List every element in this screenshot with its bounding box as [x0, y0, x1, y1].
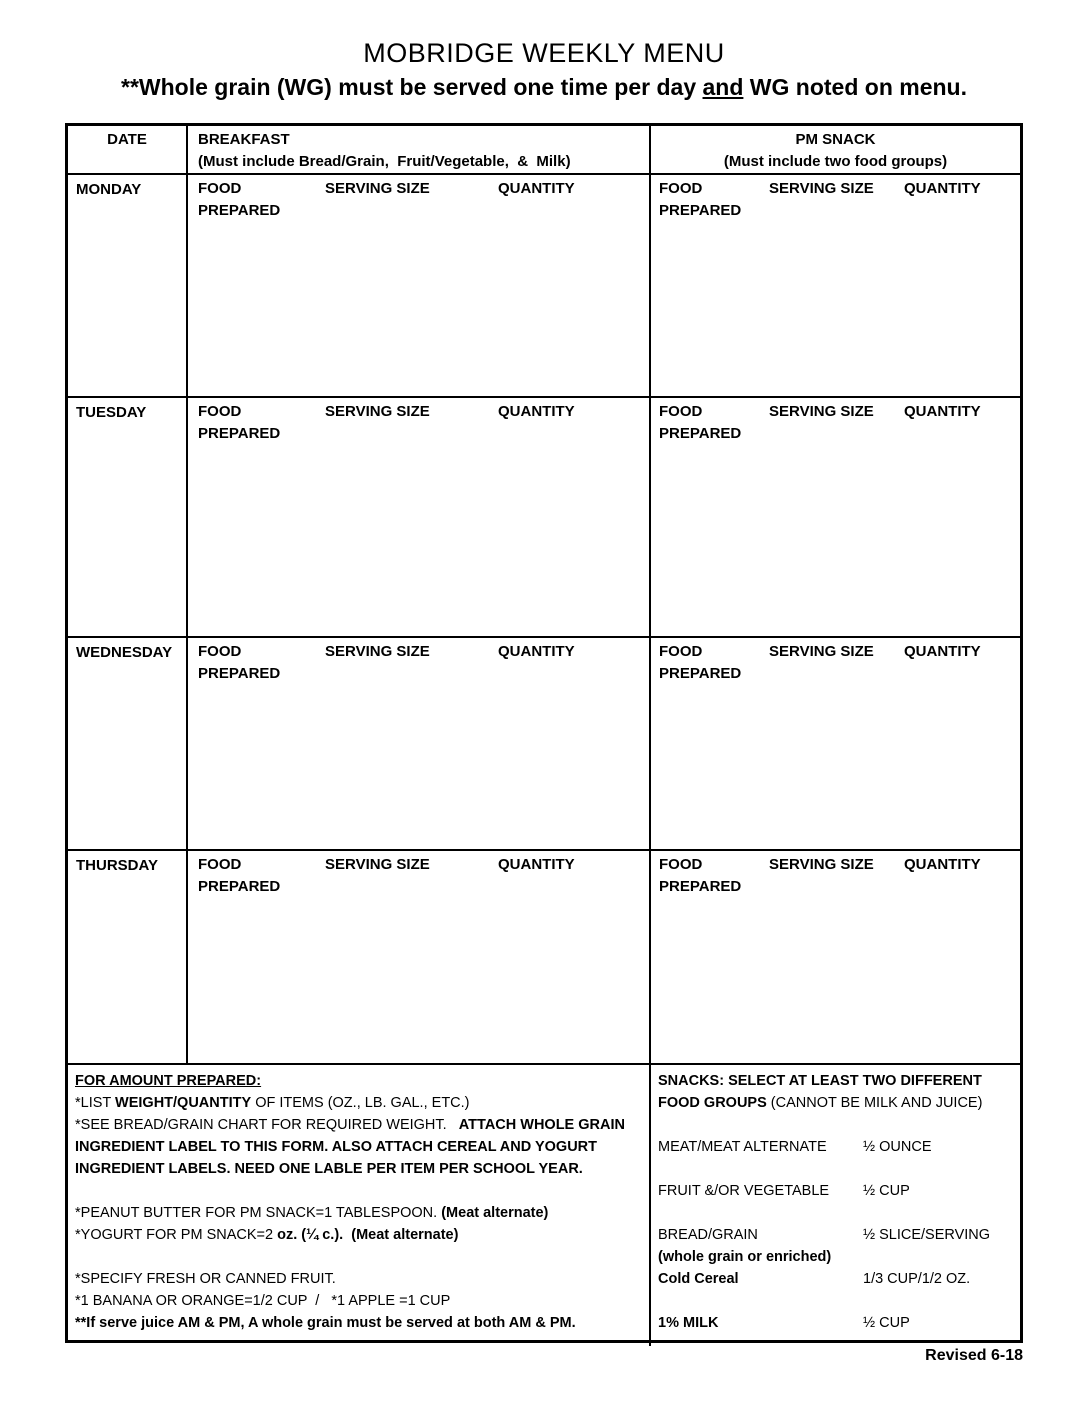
- col-label-prepared: PREPARED: [198, 665, 281, 682]
- text-segment: SNACKS: SELECT AT LEAST TWO DIFFERENT: [658, 1073, 982, 1089]
- text-segment: 1% MILK: [658, 1315, 719, 1331]
- text-segment: ½ OUNCE: [863, 1139, 932, 1155]
- pm-snack-entry-cell: [651, 175, 1020, 396]
- note-line: [75, 1268, 641, 1290]
- note-line: [658, 1246, 1012, 1268]
- note-line: [658, 1312, 1012, 1334]
- col-label-serving: SERVING SIZE: [769, 643, 874, 660]
- text-segment: MEAT/MEAT ALTERNATE: [658, 1139, 827, 1155]
- text-segment: (whole grain or enriched): [658, 1249, 832, 1265]
- note-line: [658, 1224, 1012, 1246]
- note-line: [658, 1268, 1012, 1290]
- note-line: [658, 1202, 1012, 1224]
- day-cell-monday: [68, 175, 188, 396]
- text-segment: ½ SLICE/SERVING: [863, 1227, 991, 1243]
- menu-table: [65, 123, 1023, 1343]
- note-line: [658, 1290, 1012, 1312]
- col-label-quantity: QUANTITY: [904, 403, 981, 420]
- table-header-row: [68, 126, 1020, 175]
- text-segment: INGREDIENT LABEL TO THIS FORM. ALSO ATTACH CEREAL AND YOGURT: [75, 1139, 598, 1155]
- col-label-quantity: QUANTITY: [904, 856, 981, 873]
- text-segment: WEIGHT/QUANTITY: [115, 1095, 252, 1111]
- col-label-quantity: QUANTITY: [498, 856, 575, 873]
- col-label-food: FOOD: [659, 856, 703, 873]
- note-line: [658, 1070, 1012, 1092]
- day-row-wednesday: [68, 638, 1020, 851]
- col-label-prepared: PREPARED: [198, 425, 281, 442]
- day-label: MONDAY: [76, 181, 142, 198]
- text-segment: ½ CUP: [863, 1183, 910, 1199]
- col-label-food: FOOD: [659, 403, 703, 420]
- text-segment: 1/3 CUP/1/2 OZ.: [863, 1271, 971, 1287]
- header-date-cell: [68, 126, 188, 173]
- note-line: [75, 1136, 641, 1158]
- text-segment: *SPECIFY FRESH OR CANNED FRUIT.: [75, 1271, 336, 1287]
- note-line: [658, 1136, 1012, 1158]
- note-line: [75, 1202, 641, 1224]
- day-label: THURSDAY: [76, 857, 158, 874]
- header-breakfast-cell: [188, 126, 651, 173]
- note-line: [75, 1224, 641, 1246]
- text-segment: (CANNOT BE MILK AND JUICE): [766, 1095, 983, 1111]
- notes-snack-food-groups: [651, 1065, 1020, 1346]
- day-row-tuesday: [68, 398, 1020, 638]
- col-label-serving: SERVING SIZE: [325, 856, 430, 873]
- text-segment: (Meat alternate): [351, 1227, 459, 1243]
- note-line: [658, 1180, 1012, 1202]
- text-segment: *PEANUT BUTTER FOR PM SNACK=1 TABLESPOON.: [75, 1205, 442, 1221]
- note-line: [75, 1158, 641, 1180]
- text-segment: FRUIT &/OR VEGETABLE: [658, 1183, 830, 1199]
- breakfast-entry-cell: [188, 175, 651, 396]
- note-line: [75, 1180, 641, 1202]
- text-segment: *SEE BREAD/GRAIN CHART FOR REQUIRED WEIGHT.: [75, 1117, 459, 1133]
- day-label: TUESDAY: [76, 404, 147, 421]
- day-row-monday: [68, 175, 1020, 398]
- text-segment: *YOGURT FOR PM SNACK=2: [75, 1227, 278, 1243]
- col-label-quantity: QUANTITY: [904, 643, 981, 660]
- header-pm-snack-cell: [651, 126, 1020, 173]
- text-segment: FOR AMOUNT PREPARED:: [75, 1073, 262, 1089]
- day-row-thursday: [68, 851, 1020, 1065]
- note-line: [75, 1092, 641, 1114]
- text-segment: *LIST: [75, 1095, 116, 1111]
- note-line: [658, 1114, 1012, 1136]
- text-segment: oz. (¼ c.).: [277, 1227, 344, 1243]
- text-segment: (Meat alternate): [441, 1205, 549, 1221]
- col-label-food: FOOD: [198, 180, 242, 197]
- text-segment: FOOD GROUPS: [658, 1095, 767, 1111]
- text-segment: **If serve juice AM & PM, A whole grain must be served at both AM & PM.: [75, 1315, 576, 1331]
- notes-amount-prepared: [68, 1065, 651, 1346]
- breakfast-entry-cell: [188, 638, 651, 849]
- col-label-prepared: PREPARED: [659, 425, 742, 442]
- pm-snack-entry-cell: [651, 638, 1020, 849]
- header-pm-snack-subtitle: (Must include two food groups): [723, 153, 948, 170]
- col-label-serving: SERVING SIZE: [325, 403, 430, 420]
- col-label-quantity: QUANTITY: [498, 180, 575, 197]
- text-segment: *1 BANANA OR ORANGE=1/2 CUP / *1 APPLE =1 CUP: [75, 1293, 451, 1309]
- col-label-quantity: QUANTITY: [498, 403, 575, 420]
- breakfast-entry-cell: [188, 398, 651, 636]
- col-label-food: FOOD: [659, 643, 703, 660]
- day-label: WEDNESDAY: [76, 644, 173, 661]
- col-label-food: FOOD: [659, 180, 703, 197]
- notes-row: [68, 1065, 1020, 1346]
- breakfast-entry-cell: [188, 851, 651, 1063]
- col-label-prepared: PREPARED: [198, 878, 281, 895]
- note-line: [75, 1114, 641, 1136]
- page-subtitle: [0, 74, 1088, 101]
- text-segment: ATTACH WHOLE GRAIN: [458, 1117, 625, 1133]
- page-title: MOBRIDGE WEEKLY MENU: [363, 38, 725, 68]
- day-cell-wednesday: [68, 638, 188, 849]
- text-segment: BREAD/GRAIN: [658, 1227, 758, 1243]
- text-segment: INGREDIENT LABELS. NEED ONE LABLE PER ITEM PER SCHOOL YEAR.: [75, 1161, 583, 1177]
- text-segment: OF ITEMS (OZ., LB. GAL., ETC.): [251, 1095, 470, 1111]
- pm-snack-entry-cell: [651, 851, 1020, 1063]
- col-label-prepared: PREPARED: [659, 878, 742, 895]
- header-date-label: DATE: [107, 131, 147, 148]
- col-label-quantity: QUANTITY: [498, 643, 575, 660]
- col-label-prepared: PREPARED: [659, 202, 742, 219]
- text-segment: **Whole grain (WG) must be served one time per day: [121, 74, 703, 100]
- day-cell-thursday: [68, 851, 188, 1063]
- text-segment: and: [702, 74, 744, 100]
- header-breakfast-title: BREAKFAST: [198, 131, 290, 148]
- day-cell-tuesday: [68, 398, 188, 636]
- revised-label: Revised 6-18: [925, 1347, 1023, 1364]
- col-label-serving: SERVING SIZE: [769, 180, 874, 197]
- note-line: [75, 1312, 641, 1334]
- col-label-quantity: QUANTITY: [904, 180, 981, 197]
- note-line: [75, 1290, 641, 1312]
- col-label-serving: SERVING SIZE: [325, 643, 430, 660]
- note-line: [75, 1246, 641, 1268]
- note-line: [658, 1158, 1012, 1180]
- header-pm-snack-title: PM SNACK: [795, 131, 876, 148]
- col-label-serving: SERVING SIZE: [325, 180, 430, 197]
- text-segment: Cold Cereal: [658, 1271, 739, 1287]
- col-label-prepared: PREPARED: [198, 202, 281, 219]
- text-segment: ½ CUP: [863, 1315, 910, 1331]
- col-label-serving: SERVING SIZE: [769, 856, 874, 873]
- pm-snack-entry-cell: [651, 398, 1020, 636]
- header-breakfast-subtitle: (Must include Bread/Grain, Fruit/Vegetable, & Milk): [198, 153, 571, 170]
- col-label-food: FOOD: [198, 856, 242, 873]
- col-label-food: FOOD: [198, 643, 242, 660]
- text-segment: WG noted on menu.: [743, 74, 967, 100]
- note-line: [75, 1070, 641, 1092]
- note-line: [658, 1092, 1012, 1114]
- col-label-prepared: PREPARED: [659, 665, 742, 682]
- col-label-serving: SERVING SIZE: [769, 403, 874, 420]
- col-label-food: FOOD: [198, 403, 242, 420]
